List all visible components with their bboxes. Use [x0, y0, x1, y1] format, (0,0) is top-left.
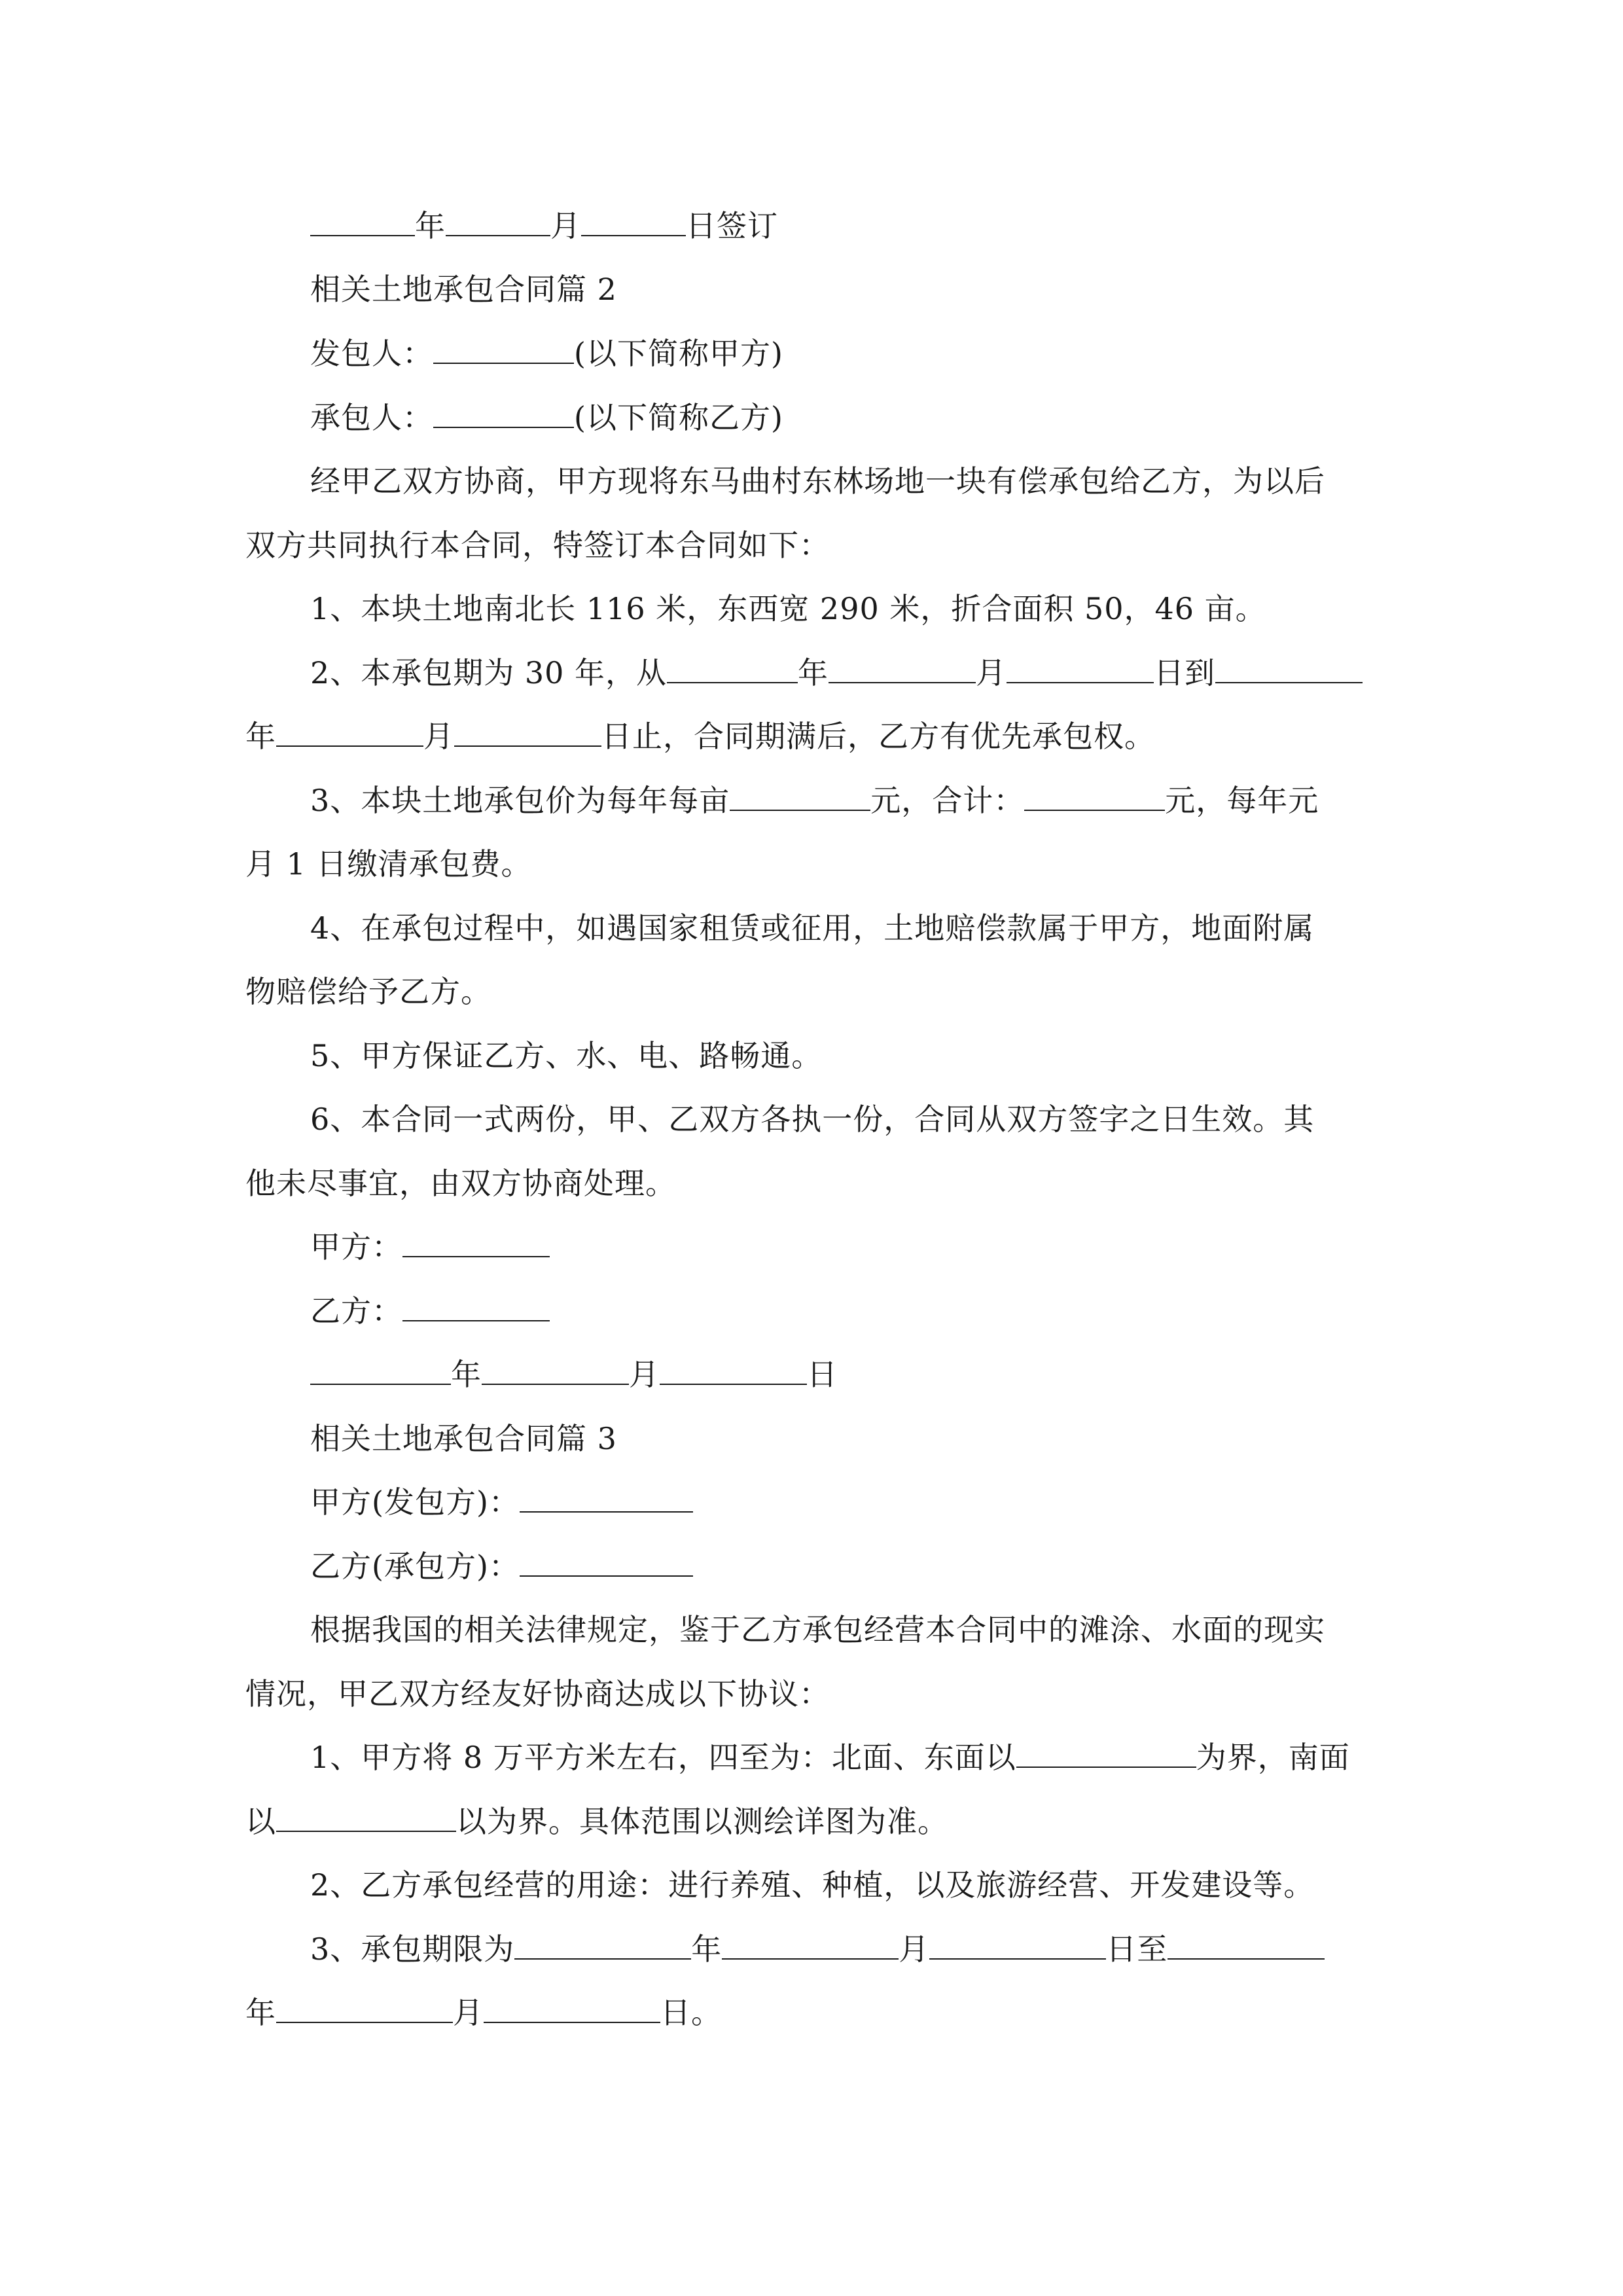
party-b-signature: 乙方： — [310, 1291, 550, 1331]
start-year-blank[interactable] — [514, 1931, 691, 1960]
end-day-blank[interactable] — [454, 718, 601, 747]
taker-blank[interactable] — [433, 399, 574, 428]
intro3-line-1: 根据我国的相关法律规定，鉴于乙方承包经营本合同中的滩涂、水面的现实 — [310, 1612, 1325, 1647]
clause-4-line-1: 4、在承包过程中，如遇国家租赁或征用，土地赔偿款属于甲方，地面附属 — [310, 910, 1315, 946]
intro2-line-2: 双方共同执行本合同，特签订本合同如下： — [245, 528, 830, 563]
party-a3-blank[interactable] — [520, 1484, 693, 1513]
section-title-3: 相关土地承包合同篇 3 — [310, 1421, 617, 1456]
south-boundary-blank[interactable] — [276, 1803, 456, 1832]
month-blank[interactable] — [482, 1356, 629, 1385]
taker-line: 承包人： (以下简称乙方) — [310, 400, 783, 435]
end-month-blank[interactable] — [276, 1994, 453, 2023]
party-a-blank[interactable] — [402, 1229, 550, 1257]
clause-2-line-1: 2、本承包期为 30 年，从 年 月 日到 — [310, 653, 1363, 692]
clause-2-line-2: 年 月 日止，合同期满后，乙方有优先承包权。 — [245, 719, 1155, 754]
issuer-line: 发包人： (以下简称甲方) — [310, 336, 783, 371]
total-price-blank[interactable] — [1024, 782, 1165, 811]
clause-4-line-2: 物赔偿给予乙方。 — [245, 974, 491, 1009]
month-blank[interactable] — [446, 207, 550, 236]
party-b-blank[interactable] — [402, 1293, 550, 1321]
price-per-mu-blank[interactable] — [730, 782, 870, 811]
intro3-line-2: 情况，甲乙双方经友好协商达成以下协议： — [245, 1676, 830, 1712]
intro2-line-1: 经甲乙双方协商，甲方现将东马曲村东林场地一块有偿承包给乙方，为以后 — [310, 463, 1325, 499]
section-title-2: 相关土地承包合同篇 2 — [310, 272, 617, 307]
day-blank[interactable] — [660, 1356, 807, 1385]
signing-date-2: 年 月 日 — [310, 1355, 838, 1394]
clause-5: 5、甲方保证乙方、水、电、路畅通。 — [310, 1038, 823, 1073]
year-blank[interactable] — [310, 1356, 451, 1385]
start-year-blank[interactable] — [667, 655, 798, 683]
contract3-clause-1-line-1: 1、甲方将 8 万平方米左右，四至为：北面、东面以 为界，南面 — [310, 1740, 1350, 1775]
end-month-blank[interactable] — [276, 718, 423, 747]
north-east-boundary-blank[interactable] — [1016, 1739, 1196, 1768]
signing-date-line: 年 月 日签订 — [310, 206, 778, 245]
clause-1: 1、本块土地南北长 116 米，东西宽 290 米，折合面积 50，46 亩。 — [310, 591, 1266, 626]
clause-6-line-1: 6、本合同一式两份，甲、乙双方各执一份，合同从双方签字之日生效。其 — [310, 1102, 1315, 1137]
end-year-blank[interactable] — [1168, 1931, 1325, 1960]
contract3-clause-3-line-1: 3、承包期限为 年 月 日至 — [310, 1929, 1325, 1969]
start-day-blank[interactable] — [929, 1931, 1106, 1960]
contract3-clause-3-line-2: 年 月 日。 — [245, 1995, 722, 2030]
day-blank[interactable] — [581, 207, 686, 236]
contract3-clause-2: 2、乙方承包经营的用途：进行养殖、种植，以及旅游经营、开发建设等。 — [310, 1867, 1315, 1903]
start-month-blank[interactable] — [722, 1931, 899, 1960]
end-year-blank[interactable] — [1215, 655, 1363, 683]
issuer-blank[interactable] — [433, 335, 574, 364]
party-a-signature: 甲方： — [310, 1227, 550, 1266]
end-day-blank[interactable] — [484, 1994, 660, 2023]
contract3-clause-1-line-2: 以 以为界。具体范围以测绘详图为准。 — [245, 1804, 948, 1839]
clause-6-line-2: 他未尽事宜，由双方协商处理。 — [245, 1166, 676, 1201]
year-blank[interactable] — [310, 207, 415, 236]
clause-3-line-1: 3、本块土地承包价为每年每亩 元，合计： 元，每年元 — [310, 783, 1319, 818]
party-a3-line: 甲方(发包方)： — [310, 1482, 693, 1522]
clause-3-line-2: 月 1 日缴清承包费。 — [245, 846, 532, 882]
party-b3-line: 乙方(承包方)： — [310, 1547, 693, 1586]
start-day-blank[interactable] — [1007, 655, 1154, 683]
start-month-blank[interactable] — [829, 655, 976, 683]
party-b3-blank[interactable] — [520, 1548, 693, 1577]
